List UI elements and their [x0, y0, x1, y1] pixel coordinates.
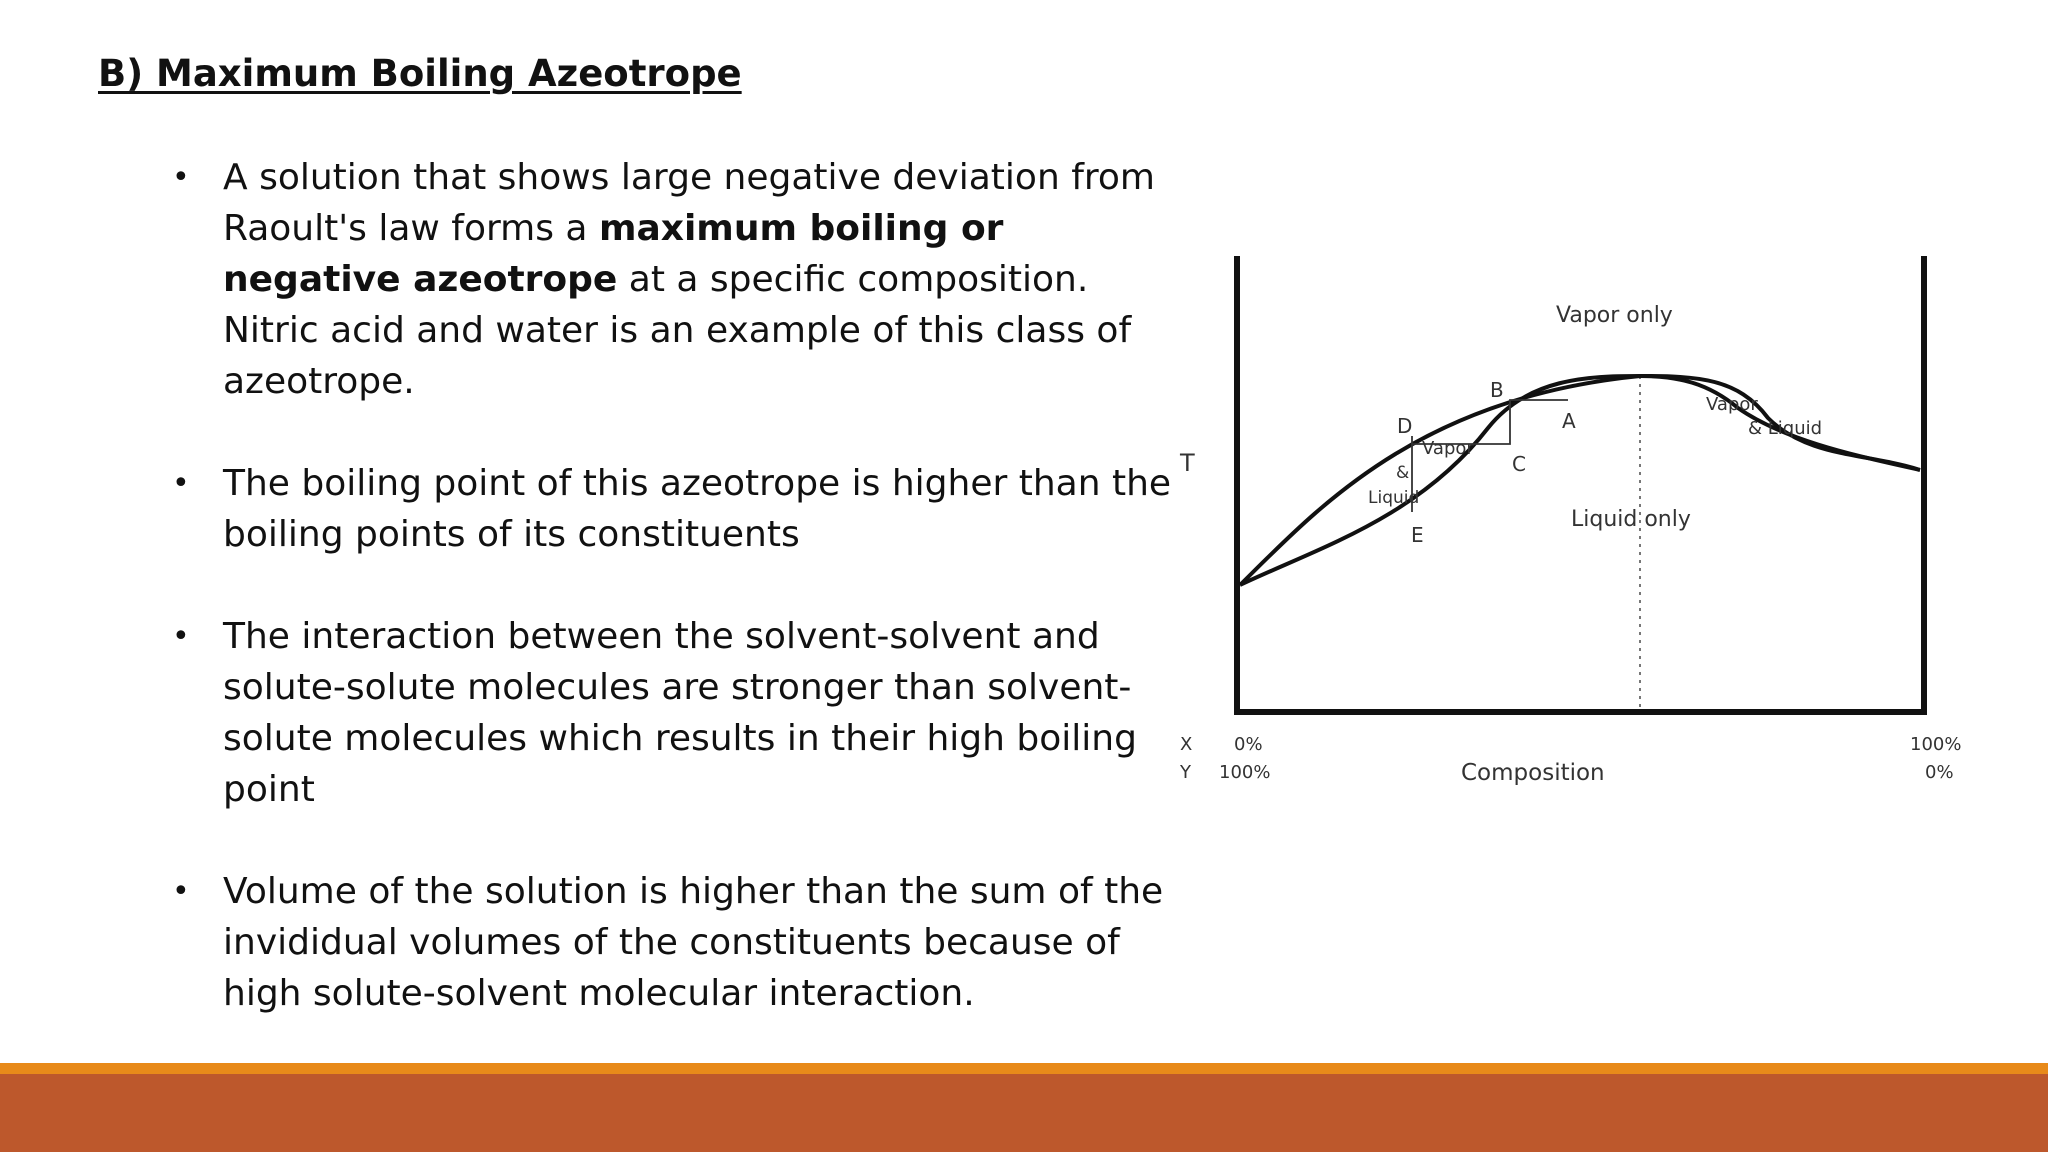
region-vl-left-2: & [1396, 463, 1410, 483]
bullet-text: Volume of the solution is higher than the sum of the invididual volumes of the constituents because of high solute-solvent molecular interaction. [223, 871, 1164, 1014]
footer-band [0, 1074, 2048, 1152]
y-row-label: Y [1180, 762, 1191, 783]
footer-band-accent [0, 1063, 2048, 1074]
y-right-tick: 0% [1925, 762, 1954, 783]
point-label-b: B [1490, 378, 1504, 402]
bullet-list [172, 152, 1172, 1070]
bullet-dot-icon: • [172, 466, 190, 501]
bullet-text: The interaction between the solvent-solvent and solute-solute molecules are stronger than solvent-solute molecules which results in their high boiling point [223, 616, 1137, 810]
phase-diagram [1168, 248, 1968, 798]
bullet-dot-icon: • [172, 874, 190, 909]
vapor-curve [1240, 376, 1920, 585]
bullet-item [172, 866, 1172, 1019]
bullet-item [172, 152, 1172, 407]
liquid-curve [1240, 376, 1920, 585]
x-row-label: X [1180, 734, 1193, 755]
region-vl-left-1: Vapor [1422, 438, 1474, 459]
point-label-e: E [1411, 523, 1424, 547]
bullet-text: A solution that shows large negative deviation from Raoult's law forms a [223, 157, 1155, 249]
bullet-text: The boiling point of this azeotrope is higher than the boiling points of its constituents [223, 463, 1172, 555]
region-liquid-only: Liquid only [1571, 507, 1691, 532]
point-label-a: A [1562, 409, 1576, 433]
x-left-tick: 0% [1234, 734, 1263, 755]
y-left-tick: 100% [1219, 762, 1271, 783]
region-vl-right-2: & Liquid [1748, 418, 1823, 439]
slide-heading: B) Maximum Boiling Azeotrope [98, 52, 742, 95]
bullet-dot-icon: • [172, 160, 190, 195]
x-right-tick: 100% [1910, 734, 1962, 755]
bullet-item [172, 458, 1172, 560]
bullet-item [172, 611, 1172, 815]
point-label-c: C [1512, 452, 1526, 476]
bullet-bold-text: maximum boiling or negative azeotrope [223, 208, 1004, 300]
bullet-text-post: at a specific composition. Nitric acid and water is an example of this class of azeotrope. [223, 259, 1132, 402]
region-vl-left-3: Liquid [1368, 488, 1420, 508]
x-axis-label: Composition [1461, 760, 1605, 786]
region-vapor-only: Vapor only [1556, 303, 1673, 328]
y-axis-label: T [1180, 449, 1195, 477]
region-vl-right-1: Vapor [1706, 394, 1758, 415]
point-label-d: D [1397, 414, 1413, 438]
bullet-dot-icon: • [172, 619, 190, 654]
